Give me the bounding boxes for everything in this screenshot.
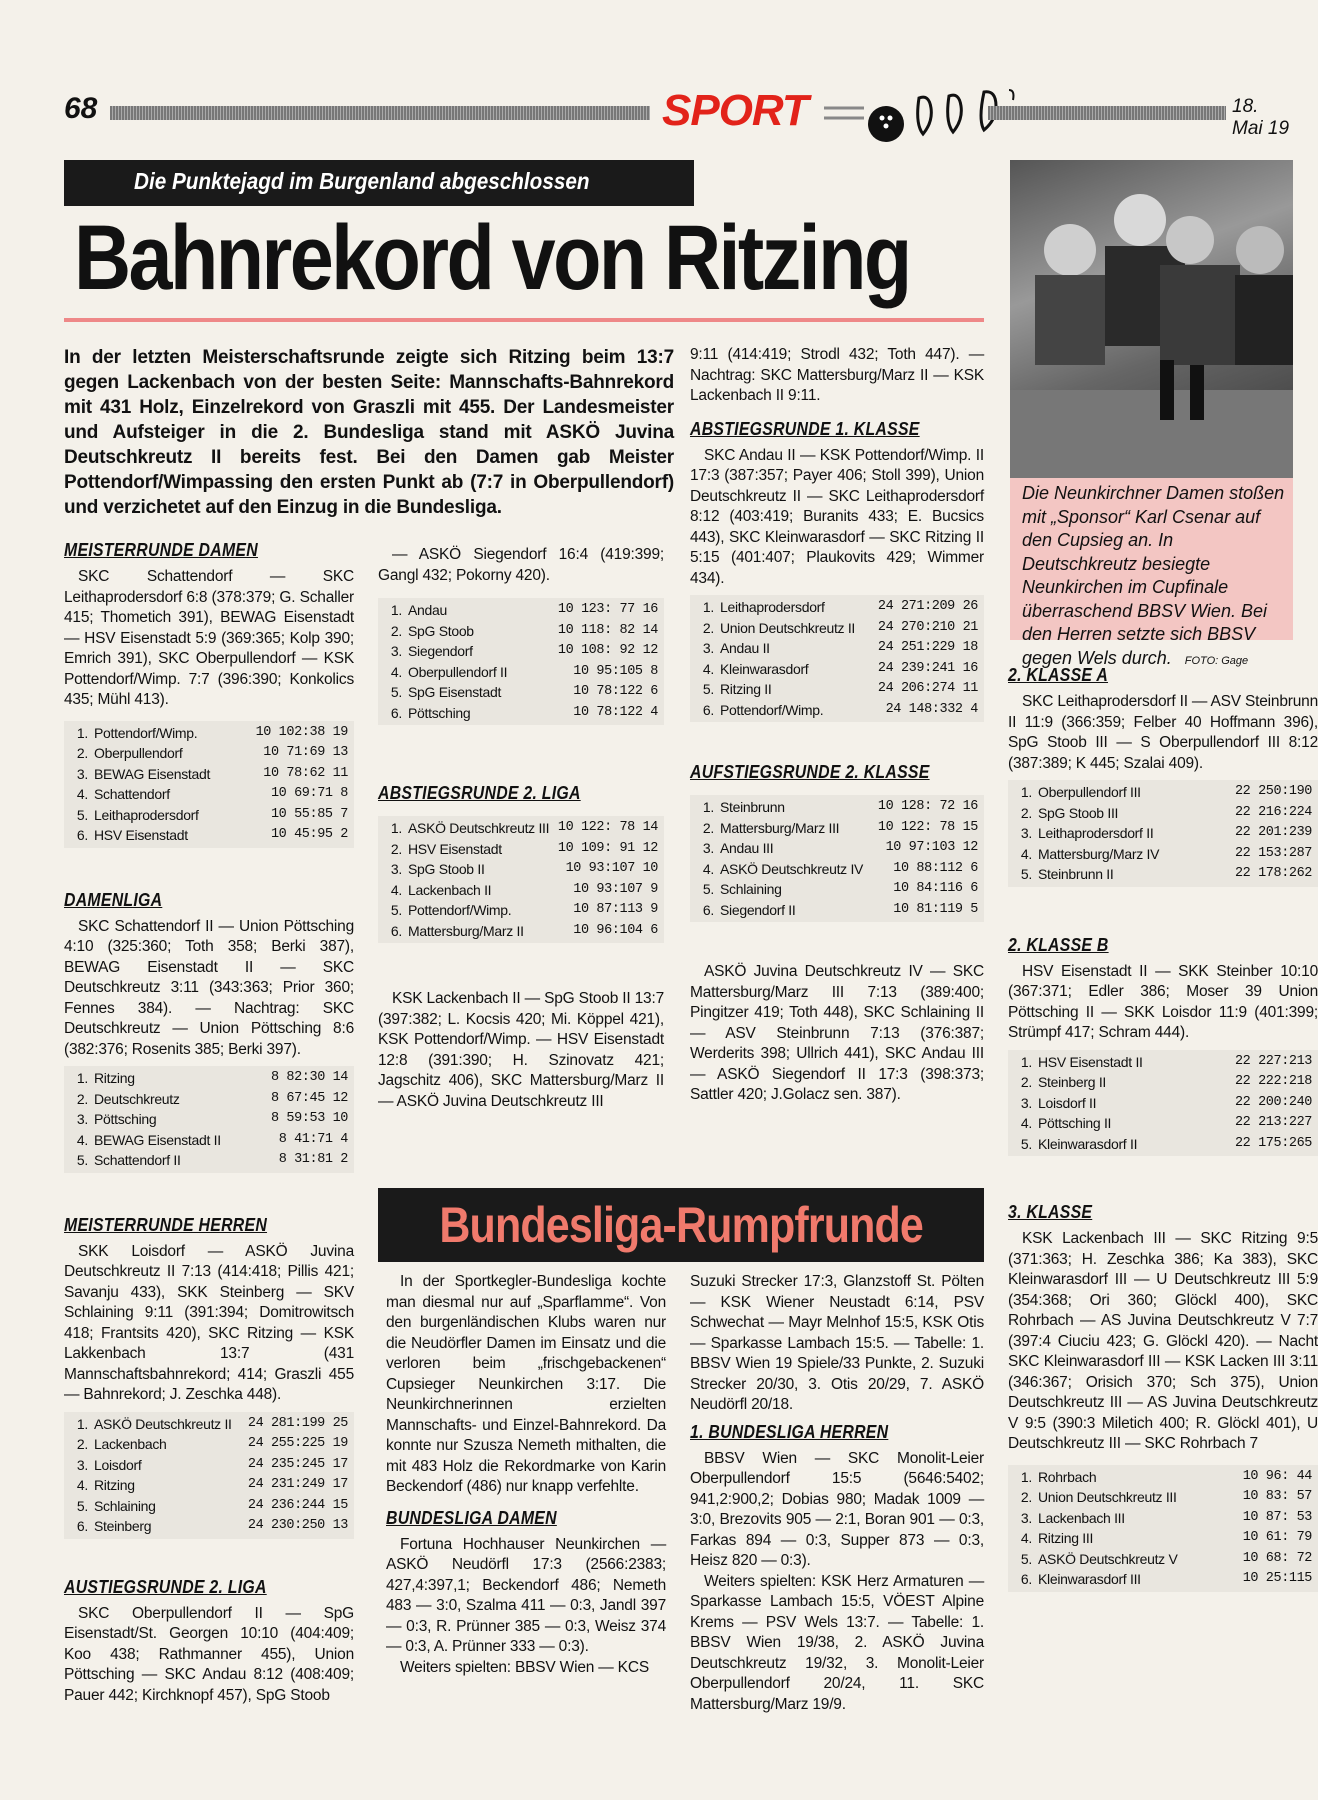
table-row: 6. Pottendorf/Wimp. 24 148:332 4 xyxy=(702,701,978,718)
table-row: 1. Ritzing 8 82:30 14 xyxy=(76,1070,348,1086)
standings-table xyxy=(1008,1465,1318,1592)
header-rule-left xyxy=(110,106,650,120)
photo-credit: FOTO: Gage xyxy=(1184,654,1249,667)
table-row: 4. Lackenbach II 10 93:107 9 xyxy=(390,881,658,898)
section-title: 3. KLASSE xyxy=(1008,1202,1093,1222)
bundesliga-col2 xyxy=(690,1272,984,1715)
table-row: 3. Andau II 24 251:229 18 xyxy=(702,640,978,656)
section-text: HSV Eisenstadt II — SKK Steinber 10:10 (367:371; Edler 386; Moser 39 Union Pöttsching II — SKK Loisdor 11:9 (401:399; Strümpf 417; Schram 444). xyxy=(1008,962,1318,1041)
table-row: 2. Mattersburg/Marz III 10 122: 78 15 xyxy=(702,819,978,836)
section-text: SKC Schattendorf — SKC Leithaprodersdorf 6:8 (378:379; G. Schaller 415; Thometich 391), BEWAG Eisenstadt — HSV Eisenstadt 5:9 (369:365; Kolp 390; Emrich 391), SKC Oberpullendorf — KSK Pottendorf/Wimp. 7:7 (396:390; Konkolics 435; Mühl 413). xyxy=(64,568,354,708)
table-row: 4. Kleinwarasdorf 24 239:241 16 xyxy=(702,660,978,677)
section-text: SKC Andau II — KSK Pottendorf/Wimp. II 17:3 (387:357; Payer 406; Stoll 399), Union Deutschkreutz II — SKC Leithaprodersdorf 8:12 (403:419; Buranits 433; E. Bucsics 443), SKC Kleinwarasdorf — SKC Ritzing II 5:15 (401:407; Plaukovits 429; Wimmer 434). xyxy=(690,446,984,587)
section-text: — ASKÖ Siegendorf 16:4 (419:399; Gangl 432; Pokorny 420). xyxy=(378,546,664,584)
table-row: 1. HSV Eisenstadt II 22 227:213 xyxy=(1020,1053,1312,1070)
table-row: 2. Steinberg II 22 222:218 xyxy=(1020,1074,1312,1090)
table-row: 1. Leithaprodersdorf 24 271:209 26 xyxy=(702,599,978,615)
section-text: 9:11 (414:419; Strodl 432; Toth 447). — Nachtrag: SKC Mattersburg/Marz II — KSK Lackenbach II 9:11. xyxy=(690,346,984,404)
standings-table xyxy=(378,816,664,943)
caption-text: Die Neunkirchner Damen stoßen mit „Sponsor“ Karl Csenar auf den Cupsieg an. In Deutschkreutz besiegte Neunkirchen im Cupfinale überraschend BBSV Wien. Bei den Herren setzte sich BBSV gegen Wels durch. xyxy=(1022,483,1285,668)
column-1 xyxy=(64,540,354,1706)
table-row: 1. Pottendorf/Wimp. 10 102:38 19 xyxy=(76,724,348,741)
page-header xyxy=(64,86,1293,139)
section-text: KSK Lackenbach III — SKC Ritzing 9:5 (371:363; H. Zeschka 386; Ka 383), SKC Kleinwarasdorf III — U Deutschkreutz III 5:9 (354:368; Ori 360; Glöckl 400), SKC Rohrbach — AS Juvina Deutschkreutz V 7:7 (397:4 Ciuciu 423; G. Glöckl 420). — Nacht SKC Kleinwarasdorf III — KSK Lacken III 3:11 (346:367; Orisich 370; Sch 375), Union Deutschkreutz III — AS Juvina Deutschkreutz V 9:5 (390:3 Miletich 400; R. Glöckl 401), U Deutschkreutz III — SKC Rohrbach 7 xyxy=(1008,1230,1318,1452)
table-row: 5. Schlaining 24 236:244 15 xyxy=(76,1497,348,1514)
page-number: 68 xyxy=(64,92,98,125)
team-photo xyxy=(1010,160,1293,478)
table-row: 3. Loisdorf II 22 200:240 xyxy=(1020,1094,1312,1111)
section-title: ABSTIEGSRUNDE 2. LIGA xyxy=(378,783,581,803)
column-3 xyxy=(690,345,984,1106)
standings-table xyxy=(378,598,664,725)
table-row: 2. SpG Stoob III 22 216:224 xyxy=(1020,804,1312,821)
table-row: 4. Ritzing III 10 61: 79 xyxy=(1020,1530,1312,1546)
header-rule-right xyxy=(988,106,1226,120)
section-text: ASKÖ Juvina Deutschkreutz IV — SKC Mattersburg/Marz III 7:13 (389:400; Pingitzer 419; Toth 448), SKC Schlaining II — ASV Steinbrunn 7:13 (376:387; Werderits 398; Ullrich 441), SKC Andau III — ASKÖ Siegendorf II 17:3 (398:373; Sattler 420; J.Golacz sen. 387). xyxy=(690,963,984,1103)
table-row: 6. Mattersburg/Marz II 10 96:104 6 xyxy=(390,922,658,939)
table-row: 4. Schattendorf 10 69:71 8 xyxy=(76,786,348,802)
section-title: MEISTERRUNDE HERREN xyxy=(64,1214,268,1235)
table-row: 4. ASKÖ Deutschkreutz IV 10 88:112 6 xyxy=(702,860,978,877)
bundesliga-col1 xyxy=(386,1272,666,1678)
column-4-clip xyxy=(1008,665,1318,1765)
table-row: 2. Lackenbach 24 255:225 19 xyxy=(76,1436,348,1452)
table-row: 5. ASKÖ Deutschkreutz V 10 68: 72 xyxy=(1020,1550,1312,1567)
table-row: 3. BEWAG Eisenstadt 10 78:62 11 xyxy=(76,765,348,782)
standings-table xyxy=(690,595,984,722)
table-row: 1. Steinbrunn 10 128: 72 16 xyxy=(702,799,978,815)
standings-table xyxy=(1008,1050,1318,1157)
section-title: MEISTERRUNDE DAMEN xyxy=(64,540,258,560)
table-row: 6. Siegendorf II 10 81:119 5 xyxy=(702,901,978,918)
table-row: 3. Lackenbach III 10 87: 53 xyxy=(1020,1509,1312,1526)
table-row: 3. Andau III 10 97:103 12 xyxy=(702,840,978,856)
kicker-box xyxy=(64,160,694,206)
section-title: DAMENLIGA xyxy=(64,889,163,910)
table-row: 1. Oberpullendorf III 22 250:190 xyxy=(1020,784,1312,800)
table-row: 6. Steinberg 24 230:250 13 xyxy=(76,1518,348,1534)
section-title: 2. KLASSE B xyxy=(1008,934,1109,955)
table-row: 3. Leithaprodersdorf II 22 201:239 xyxy=(1020,825,1312,841)
table-row: 4. Pöttsching II 22 213:227 xyxy=(1020,1115,1312,1131)
issue-date: 18. Mai 19 xyxy=(1232,96,1290,139)
section-title: 2. KLASSE A xyxy=(1008,665,1109,685)
table-row: 3. Siegendorf 10 108: 92 12 xyxy=(390,643,658,659)
table-row: 4. Oberpullendorf II 10 95:105 8 xyxy=(390,663,658,680)
table-row: 2. Union Deutschkreutz III 10 83: 57 xyxy=(1020,1489,1312,1505)
headline-rule xyxy=(64,318,984,322)
table-row: 3. Loisdorf 24 235:245 17 xyxy=(76,1456,348,1473)
table-row: 6. Kleinwarasdorf III 10 25:115 xyxy=(1020,1571,1312,1587)
table-row: 1. Andau 10 123: 77 16 xyxy=(390,602,658,618)
standings-table xyxy=(690,795,984,922)
table-row: 5. Schlaining 10 84:116 6 xyxy=(702,881,978,897)
table-row: 2. HSV Eisenstadt 10 109: 91 12 xyxy=(390,840,658,857)
table-row: 4. Ritzing 24 231:249 17 xyxy=(76,1477,348,1493)
section-text: SKC Oberpullendorf II — SpG Eisenstadt/St. Georgen 10:10 (404:409; Koo 438; Rathmanner 455), Union Pöttsching — SKC Andau 8:12 (408:409; Pauer 442; Kirchknopf 457), SpG Stoob xyxy=(64,1604,354,1704)
bundesliga-banner xyxy=(378,1188,984,1262)
section-text: KSK Lackenbach II — SpG Stoob II 13:7 (397:382; L. Kocsis 420; Mi. Köppel 421), KSK Pottendorf/Wimp. — HSV Eisenstadt 12:8 (391:390; H. Szinovatz 421; Jagschitz 406), SKC Mattersburg/Marz II — ASKÖ Juvina Deutschkreutz III xyxy=(378,990,664,1110)
standings-table xyxy=(64,1412,354,1539)
section-title: SPORT xyxy=(662,86,808,135)
table-row: 6. Pöttsching 10 78:122 4 xyxy=(390,704,658,721)
table-row: 3. SpG Stoob II 10 93:107 10 xyxy=(390,861,658,877)
table-row: 2. Oberpullendorf 10 71:69 13 xyxy=(76,745,348,761)
column-2 xyxy=(378,545,664,1112)
headline: Bahnrekord von Ritzing xyxy=(74,207,910,309)
standings-table xyxy=(64,721,354,848)
section-title: AUSTIEGSRUNDE 2. LIGA xyxy=(64,1576,267,1597)
table-row: 3. Pöttsching 8 59:53 10 xyxy=(76,1111,348,1127)
section-text: Fortuna Hochhauser Neunkirchen — ASKÖ Neudörfl 17:3 (2566:2383; 427,4:397,1; Beckendorf 486; Nemeth 483 — 3:0, Szalma 411 — 0:3, Jandl 397 — 0:3, R. Prünner 385 — 0:3, Weisz 374 — 0:3, A. Prünner 333 — 0:3). xyxy=(386,1535,666,1655)
standings-table xyxy=(1008,780,1318,887)
table-row: 6. HSV Eisenstadt 10 45:95 2 xyxy=(76,827,348,843)
bundesliga-title: Bundesliga-Rumpfrunde xyxy=(439,1197,923,1253)
table-row: 4. Mattersburg/Marz IV 22 153:287 xyxy=(1020,845,1312,862)
table-row: 4. BEWAG Eisenstadt II 8 41:71 4 xyxy=(76,1131,348,1148)
section-title: BUNDESLIGA DAMEN xyxy=(386,1507,557,1528)
section-title: ABSTIEGSRUNDE 1. KLASSE xyxy=(690,418,920,439)
lead-paragraph: In der letzten Meisterschaftsrunde zeigte sich Ritzing beim 13:7 gegen Lackenbach von der besten Seite: Mannschafts-Bahnrekord mit 431 Holz, Einzelrekord von Graszli mit 455. Der Landesmeister und Aufsteiger in die 2. Bundesliga stand mit ASKÖ Juvina Deutschkreutz II bereits fest. Bei den Damen gab Meister Pottendorf/Wimpassing den ersten Punkt ab (7:7 in Oberpullendorf) und verzichetet auf den Einzug in die Bundesliga. xyxy=(64,347,674,518)
section-title: AUFSTIEGSRUNDE 2. KLASSE xyxy=(690,762,930,782)
table-row: 2. SpG Stoob 10 118: 82 14 xyxy=(390,622,658,639)
section-title: 1. BUNDESLIGA HERREN xyxy=(690,1421,889,1442)
bundesliga-intro: In der Sportkegler-Bundesliga kochte man diesmal nur auf „Sparflamme“. Von den burgenländischen Klubs waren nur die Neudörfler Damen im Einsatz und die verloren beim „frischgebackenen“ Cupsieger Neunkirchen 3:17. Die Neunkirchnerinnen erzielten Mannschafts- und Einzel-Bahnrekord. Da konnte nur Szusza Nemeth mithalten, die mit 483 Holz die Rekordmarke von Karin Beckendorf (486) nur knapp verfehlte. xyxy=(386,1273,666,1495)
table-row: 5. Ritzing II 24 206:274 11 xyxy=(702,681,978,697)
table-row: 1. ASKÖ Deutschkreutz II 24 281:199 25 xyxy=(76,1415,348,1432)
table-row: 5. Pottendorf/Wimp. 10 87:113 9 xyxy=(390,902,658,918)
table-row: 2. Union Deutschkreutz II 24 270:210 21 xyxy=(702,619,978,636)
standings-table xyxy=(64,1066,354,1173)
table-row: 5. SpG Eisenstadt 10 78:122 6 xyxy=(390,684,658,700)
section-text: Weiters spielten: KSK Herz Armaturen — Sparkasse Lambach 15:5, VÖEST Alpine Krems — PSV Wels 13:7. — Tabelle: 1. BBSV Wien 19/38, 2. ASKÖ Juvina Deutschkreutz 19/32, 3. Monolit-Leier Oberpullendorf 20/24, 11. SKC Mattersburg/Marz 19/9. xyxy=(690,1572,984,1713)
table-row: 5. Schattendorf II 8 31:81 2 xyxy=(76,1152,348,1168)
table-row: 5. Leithaprodersdorf 10 55:85 7 xyxy=(76,806,348,823)
section-text: Weiters spielten: BBSV Wien — KCS xyxy=(400,1658,649,1676)
table-row: 5. Kleinwarasdorf II 22 175:265 xyxy=(1020,1135,1312,1152)
section-text: BBSV Wien — SKC Monolit-Leier Oberpullendorf 15:5 (5646:5402; 941,2:900,2; Dobias 980; Madak 1009 — 3:0, Brezovits 905 — 2:1, Boran 901 — 0:3, Farkas 894 — 0:3, Supper 873 — 0:3, Heisz 820 — 0:3). xyxy=(690,1449,984,1569)
section-text: Suzuki Strecker 17:3, Glanzstoff St. Pölten — KSK Wiener Neustadt 6:14, PSV Schwechat — Mayr Melnhof 15:5, KSK Otis — Sparkasse Lambach 15:5. — Tabelle: 1. BBSV Wien 19 Spiele/33 Punkte, 2. Suzuki Strecker 20/30, 3. Otis 20/29, 7. ASKÖ Neudörfl 20/18. xyxy=(690,1273,984,1413)
section-text: SKC Schattendorf II — Union Pöttsching 4:10 (325:360; Toth 358; Berki 387), BEWAG Eisenstadt II — SKC Deutschkreutz 3:11 (343:363; Prior 360; Fennes 384). — Nachtrag: SKC Deutschkreutz — Union Pöttsching 8:6 (382:376; Rosenits 385; Berki 397). xyxy=(64,917,354,1058)
section-text: SKC Leithaprodersdorf II — ASV Steinbrunn II 11:9 (366:359; Felber 40 Hoffmann 396), SpG Stoob III — S Oberpullendorf III 8:12 (387:389; K 445; Szalai 409). xyxy=(1008,693,1318,772)
kicker: Die Punktejagd im Burgenland abgeschlossen xyxy=(134,168,590,194)
photo-caption xyxy=(1010,478,1293,668)
table-row: 2. Deutschkreutz 8 67:45 12 xyxy=(76,1090,348,1107)
section-text: SKK Loisdorf — ASKÖ Juvina Deutschkreutz II 7:13 (414:418; Pillis 421; Savanju 433), SKK Steinberg — SKV Schlaining 9:11 (391:394; Domitrowitsch 418; Frantsits 420), SKC Ritzing — KSK Lakkenbach 13:7 (431 Mannschaftsbahnrekord; 414; Graszli 455 — Bahnrekord; J. Zeschka 448). xyxy=(64,1242,354,1403)
table-row: 1. Rohrbach 10 96: 44 xyxy=(1020,1468,1312,1485)
table-row: 1. ASKÖ Deutschkreutz III 10 122: 78 14 xyxy=(390,820,658,836)
table-row: 5. Steinbrunn II 22 178:262 xyxy=(1020,866,1312,882)
